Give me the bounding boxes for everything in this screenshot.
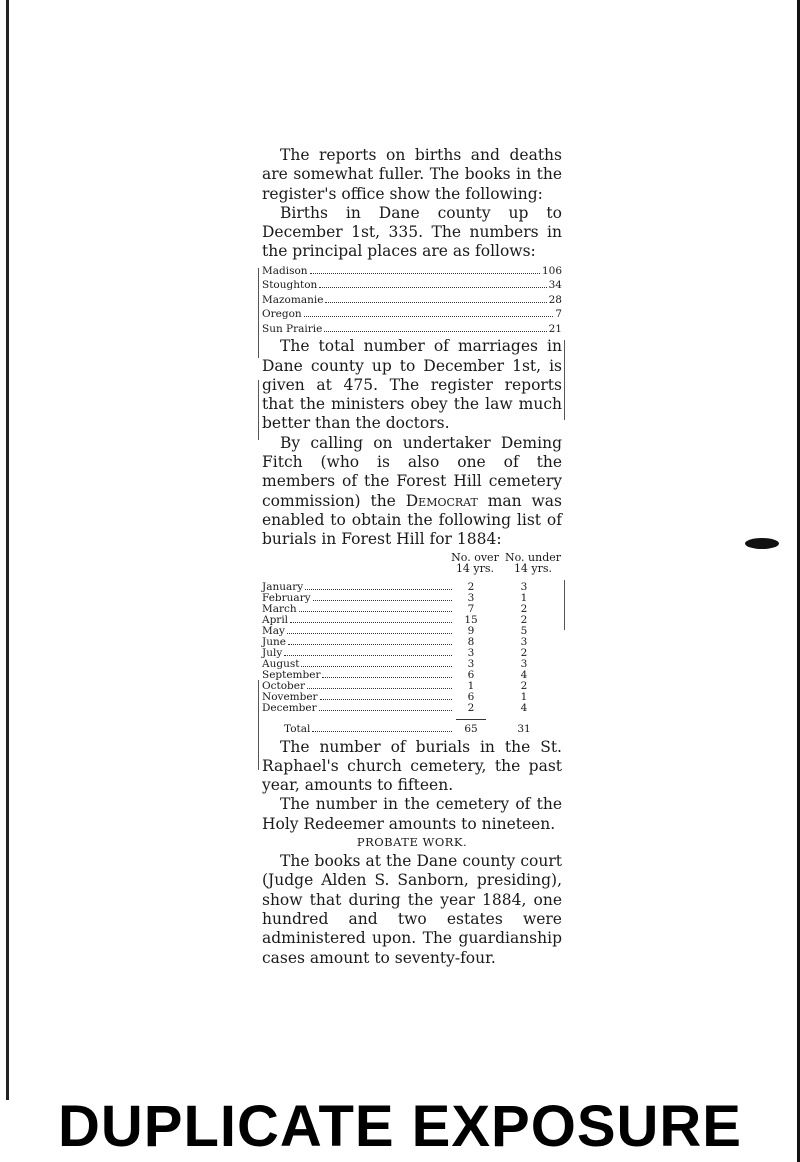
holy-redeemer-paragraph: The number in the cemetery of the Holy Redeemer amounts to nineteen. <box>262 795 562 833</box>
table-row: October 1 2 <box>262 679 528 692</box>
table-row: August 3 3 <box>262 657 528 670</box>
table-row: May 9 5 <box>262 624 528 637</box>
clipping-edge <box>564 340 565 420</box>
newspaper-name: Democrat <box>405 491 478 510</box>
clipping-edge <box>258 680 259 770</box>
list-item: Oregon 7 <box>262 308 562 321</box>
table-row: July 3 2 <box>262 646 528 659</box>
table-row: December 2 4 <box>262 701 528 714</box>
st-raphael-paragraph: The number of burials in the St. Raphael's church cemetery, the past year, amounts to fifteen. <box>262 737 562 795</box>
total-rule <box>262 714 562 720</box>
table-row: September 6 4 <box>262 668 528 681</box>
list-item: Mazomanie 28 <box>262 293 562 306</box>
marriages-paragraph: The total number of marriages in Dane county up to December 1st, is given at 475. The register reports that the ministers obey the law much better than the doctors. <box>262 337 562 433</box>
burials-intro-paragraph: By calling on undertaker Deming Fitch (who is also one of the members of the Forest Hill cemetery commission) the Democrat man was enabled to obtain the following list of burials in Forest Hill for 1884: <box>262 433 562 549</box>
probate-paragraph: The books at the Dane county court (Judge Alden S. Sanborn, presiding), show that during the year 1884, one hundred and two estates were administered upon. The guardianship cases amount to seventy-four. <box>262 852 562 967</box>
clipping-edge <box>258 380 259 440</box>
film-edge-left <box>6 0 9 1100</box>
list-item: Stoughton 34 <box>262 279 562 292</box>
probate-heading: PROBATE WORK. <box>356 835 468 850</box>
table-total-row: Total 65 31 <box>284 722 531 735</box>
clipping-edge <box>564 580 565 630</box>
list-item: Madison 106 <box>262 264 562 277</box>
col-under-header: No. under 14 yrs. <box>504 550 562 575</box>
film-smudge <box>745 538 779 549</box>
places-list <box>262 264 562 337</box>
table-row: February 3 1 <box>262 591 528 604</box>
burials-table <box>262 552 562 735</box>
table-row: June 8 3 <box>262 635 528 648</box>
clipping-edge <box>258 268 259 358</box>
article-column <box>262 146 562 968</box>
duplicate-exposure-stamp: DUPLICATE EXPOSURE <box>57 1094 742 1159</box>
list-item: Sun Prairie 21 <box>262 322 562 335</box>
births-paragraph: Births in Dane county up to December 1st, 335. The numbers in the principal places are as follows: <box>262 203 562 261</box>
col-over-header: No. over 14 yrs. <box>451 550 499 575</box>
table-row: January 2 3 <box>262 580 528 593</box>
table-row: November 6 1 <box>262 690 528 703</box>
table-row: March 7 2 <box>262 602 528 615</box>
table-row: April 15 2 <box>262 613 528 626</box>
burials-table-header <box>262 552 562 574</box>
births-deaths-paragraph: The reports on births and deaths are somewhat fuller. The books in the register's office show the following: <box>262 146 562 203</box>
